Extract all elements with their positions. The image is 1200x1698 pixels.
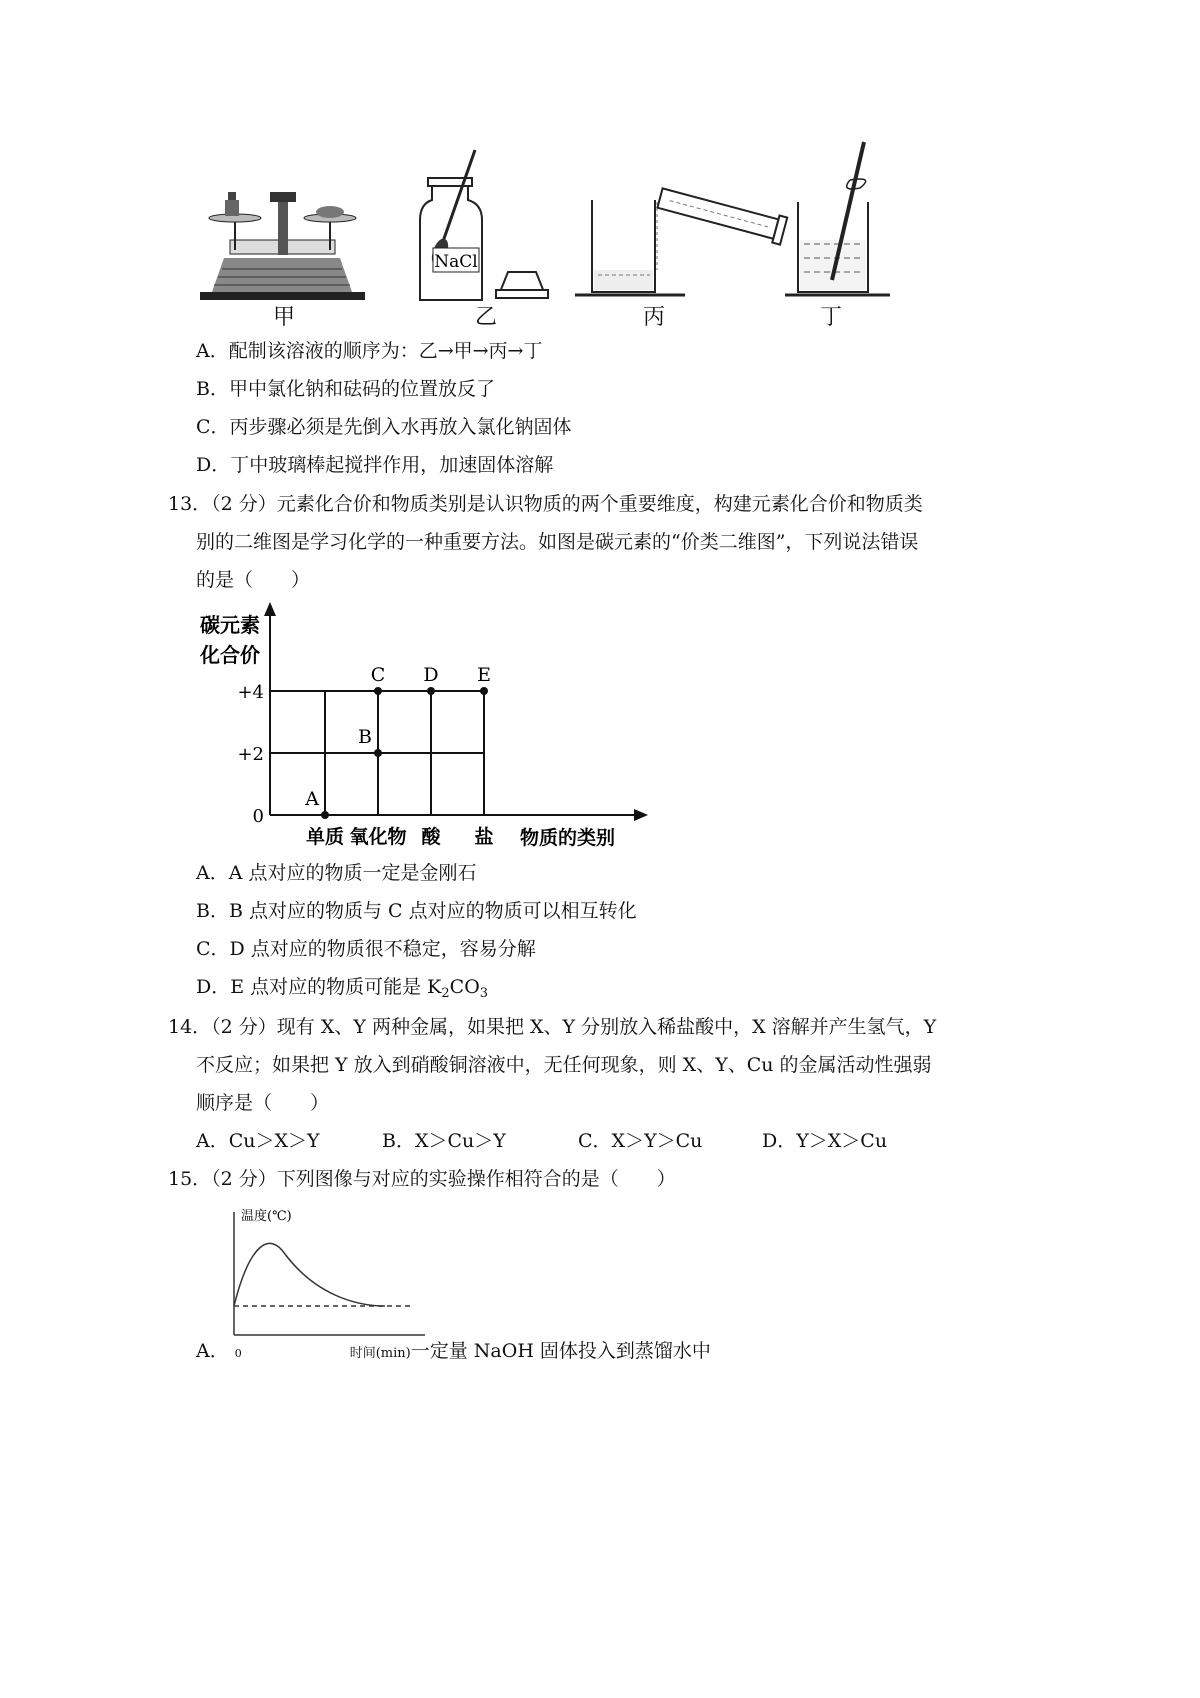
category-label: 氧化物: [349, 826, 407, 848]
q15-stem: 15．（2 分）下列图像与对应的实验操作相符合的是（ ）: [168, 1168, 676, 1190]
temp-chart-origin: 0: [234, 1347, 242, 1360]
label-ding: 丁: [820, 305, 843, 330]
temp-chart-xlabel: 时间(min): [349, 1346, 411, 1361]
category-label: 酸: [421, 826, 441, 848]
label-yi: 乙: [475, 305, 498, 330]
q15-option-a-prefix: A．: [196, 1340, 229, 1362]
q13-stem-3: 的是（ ）: [196, 569, 311, 591]
apparatus-figure: [200, 140, 980, 340]
q13-option-c: C．D 点对应的物质很不稳定，容易分解: [196, 938, 536, 960]
bottle-label: NaCl: [434, 252, 478, 272]
q15-option-a-text: 一定量 NaOH 固体投入到蒸馏水中: [410, 1340, 711, 1362]
q14-stem-1: 14．（2 分）现有 X、Y 两种金属，如果把 X、Y 分别放入稀盐酸中，X 溶解并产生氢气，Y: [168, 1016, 937, 1038]
q12-option-c: C．丙步骤必须是先倒入水再放入氯化钠固体: [196, 416, 572, 438]
category-label: 盐: [474, 826, 494, 848]
q13-option-a: A．A 点对应的物质一定是金刚石: [196, 862, 477, 884]
y-tick-label: +2: [237, 744, 264, 765]
point-B: [374, 749, 382, 757]
point-E: [480, 687, 488, 695]
q13-option-d-sub1: 2: [441, 986, 450, 1001]
valence-class-chart: [190, 600, 660, 860]
q14-option-a: A．Cu＞X＞Y: [196, 1130, 320, 1152]
chart-ylabel-line2: 化合价: [200, 643, 260, 667]
label-jia: 甲: [273, 305, 296, 330]
chart-ylabel-line1: 碳元素: [200, 613, 260, 637]
point-D: [427, 687, 435, 695]
q13-stem-2: 别的二维图是学习化学的一种重要方法。如图是碳元素的“价类二维图”，下列说法错误: [196, 531, 919, 553]
q12-option-b: B．甲中氯化钠和砝码的位置放反了: [196, 378, 495, 400]
label-bing: 丙: [643, 305, 666, 330]
point-label-B: B: [358, 726, 372, 748]
y-tick-label: +4: [237, 682, 264, 703]
point-label-C: C: [370, 664, 386, 686]
q13-option-d-mid: CO: [449, 976, 480, 998]
pouring-cylinder-icon: [575, 184, 787, 295]
balance-icon: [200, 192, 365, 300]
y-axis-arrow: [264, 602, 276, 616]
q13-option-d-prefix: D．E 点对应的物质可能是 K: [196, 976, 442, 998]
q12-option-a: A．配制该溶液的顺序为：乙→甲→丙→丁: [196, 340, 543, 362]
q14-option-c: C．X＞Y＞Cu: [578, 1130, 703, 1152]
q14-stem-2: 不反应；如果把 Y 放入到硝酸铜溶液中，无任何现象，则 X、Y、Cu 的金属活动性强弱: [196, 1054, 932, 1076]
q13-option-b: B．B 点对应的物质与 C 点对应的物质可以相互转化: [196, 900, 637, 922]
y-tick-label: 0: [252, 806, 264, 827]
q14-option-d: D．Y＞X＞Cu: [762, 1130, 888, 1152]
q15-option-a: [196, 1338, 711, 1367]
q13-stem-1: 13．（2 分）元素化合价和物质类别是认识物质的两个重要维度，构建元素化合价和物质类: [168, 493, 923, 515]
q13-option-d-sub2: 3: [479, 986, 489, 1001]
point-label-A: A: [305, 788, 319, 810]
point-C: [374, 687, 382, 695]
point-label-E: E: [477, 664, 491, 686]
chart-xlabel: 物质的类别: [520, 827, 616, 849]
point-A: [321, 811, 329, 819]
stirring-beaker-icon: [785, 142, 890, 295]
reagent-bottle-icon: [420, 150, 548, 300]
x-axis-arrow: [634, 809, 648, 821]
q13-option-d: [196, 974, 488, 1007]
category-label: 单质: [305, 826, 345, 848]
q14-option-b: B．X＞Cu＞Y: [382, 1130, 506, 1152]
point-label-D: D: [423, 664, 439, 686]
temp-chart-ylabel: 温度(℃): [241, 1209, 292, 1224]
q12-option-d: D．丁中玻璃棒起搅拌作用，加速固体溶解: [196, 454, 554, 476]
temp-curve: [234, 1243, 385, 1306]
q14-stem-3: 顺序是（ ）: [196, 1092, 330, 1114]
